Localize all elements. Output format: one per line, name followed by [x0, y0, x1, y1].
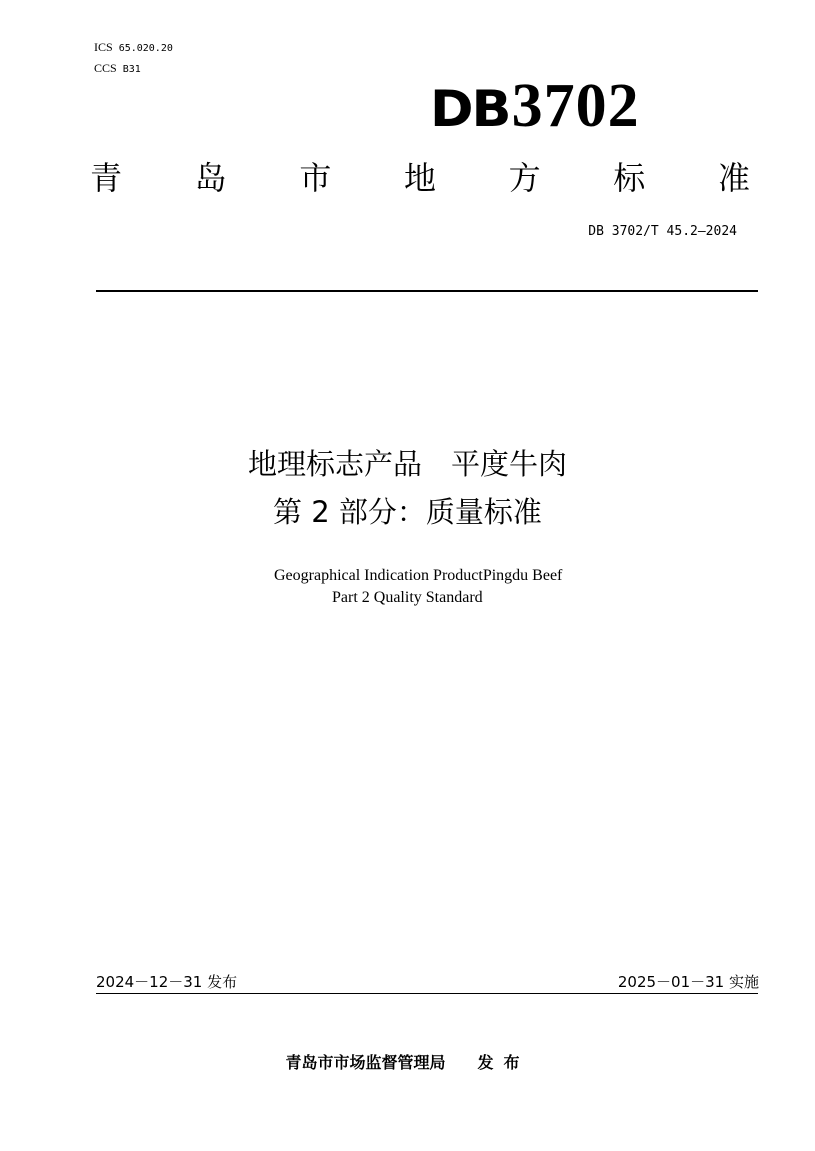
standard-type-char: 准 [717, 159, 750, 197]
ccs-label: CCS [94, 61, 117, 75]
release-date: 2024－12－31 发布 [96, 973, 238, 991]
title-english-line-2: Part 2 Quality Standard [332, 589, 483, 606]
standard-logo-letters: DB [430, 80, 510, 138]
standard-type-char: 岛 [194, 159, 227, 197]
title-chinese-line-1: 地理标志产品 平度牛肉 [247, 447, 567, 481]
issuing-authority [0, 1052, 815, 1074]
standard-type-char: 市 [299, 159, 332, 197]
standard-number: DB 3702/T 45.2—2024 [588, 224, 737, 239]
title-english-line-1: Geographical Indication ProductPingdu Beef [274, 567, 563, 584]
ics-code: 65.020.20 [118, 43, 173, 54]
title-chinese-line-2: 第 2 部分：质量标准 [273, 495, 542, 529]
standard-type-heading [90, 156, 750, 200]
ccs-code: B31 [122, 64, 141, 75]
ics-label: ICS [94, 40, 113, 54]
ics-classification [94, 40, 173, 56]
issuer-name: 青岛市市场监督管理局 [285, 1053, 446, 1072]
implementation-date: 2025－01－31 实施 [617, 973, 759, 991]
standard-logo [430, 70, 692, 140]
standard-type-char: 地 [403, 159, 436, 197]
standard-type-char: 标 [613, 159, 646, 197]
top-divider [96, 290, 758, 292]
standard-type-char: 青 [90, 159, 123, 197]
standard-type-char: 方 [508, 159, 541, 197]
standard-logo-number: 3702 [511, 72, 640, 140]
issuer-action: 发布 [477, 1053, 530, 1072]
bottom-divider [96, 993, 758, 994]
ccs-classification [94, 61, 141, 77]
